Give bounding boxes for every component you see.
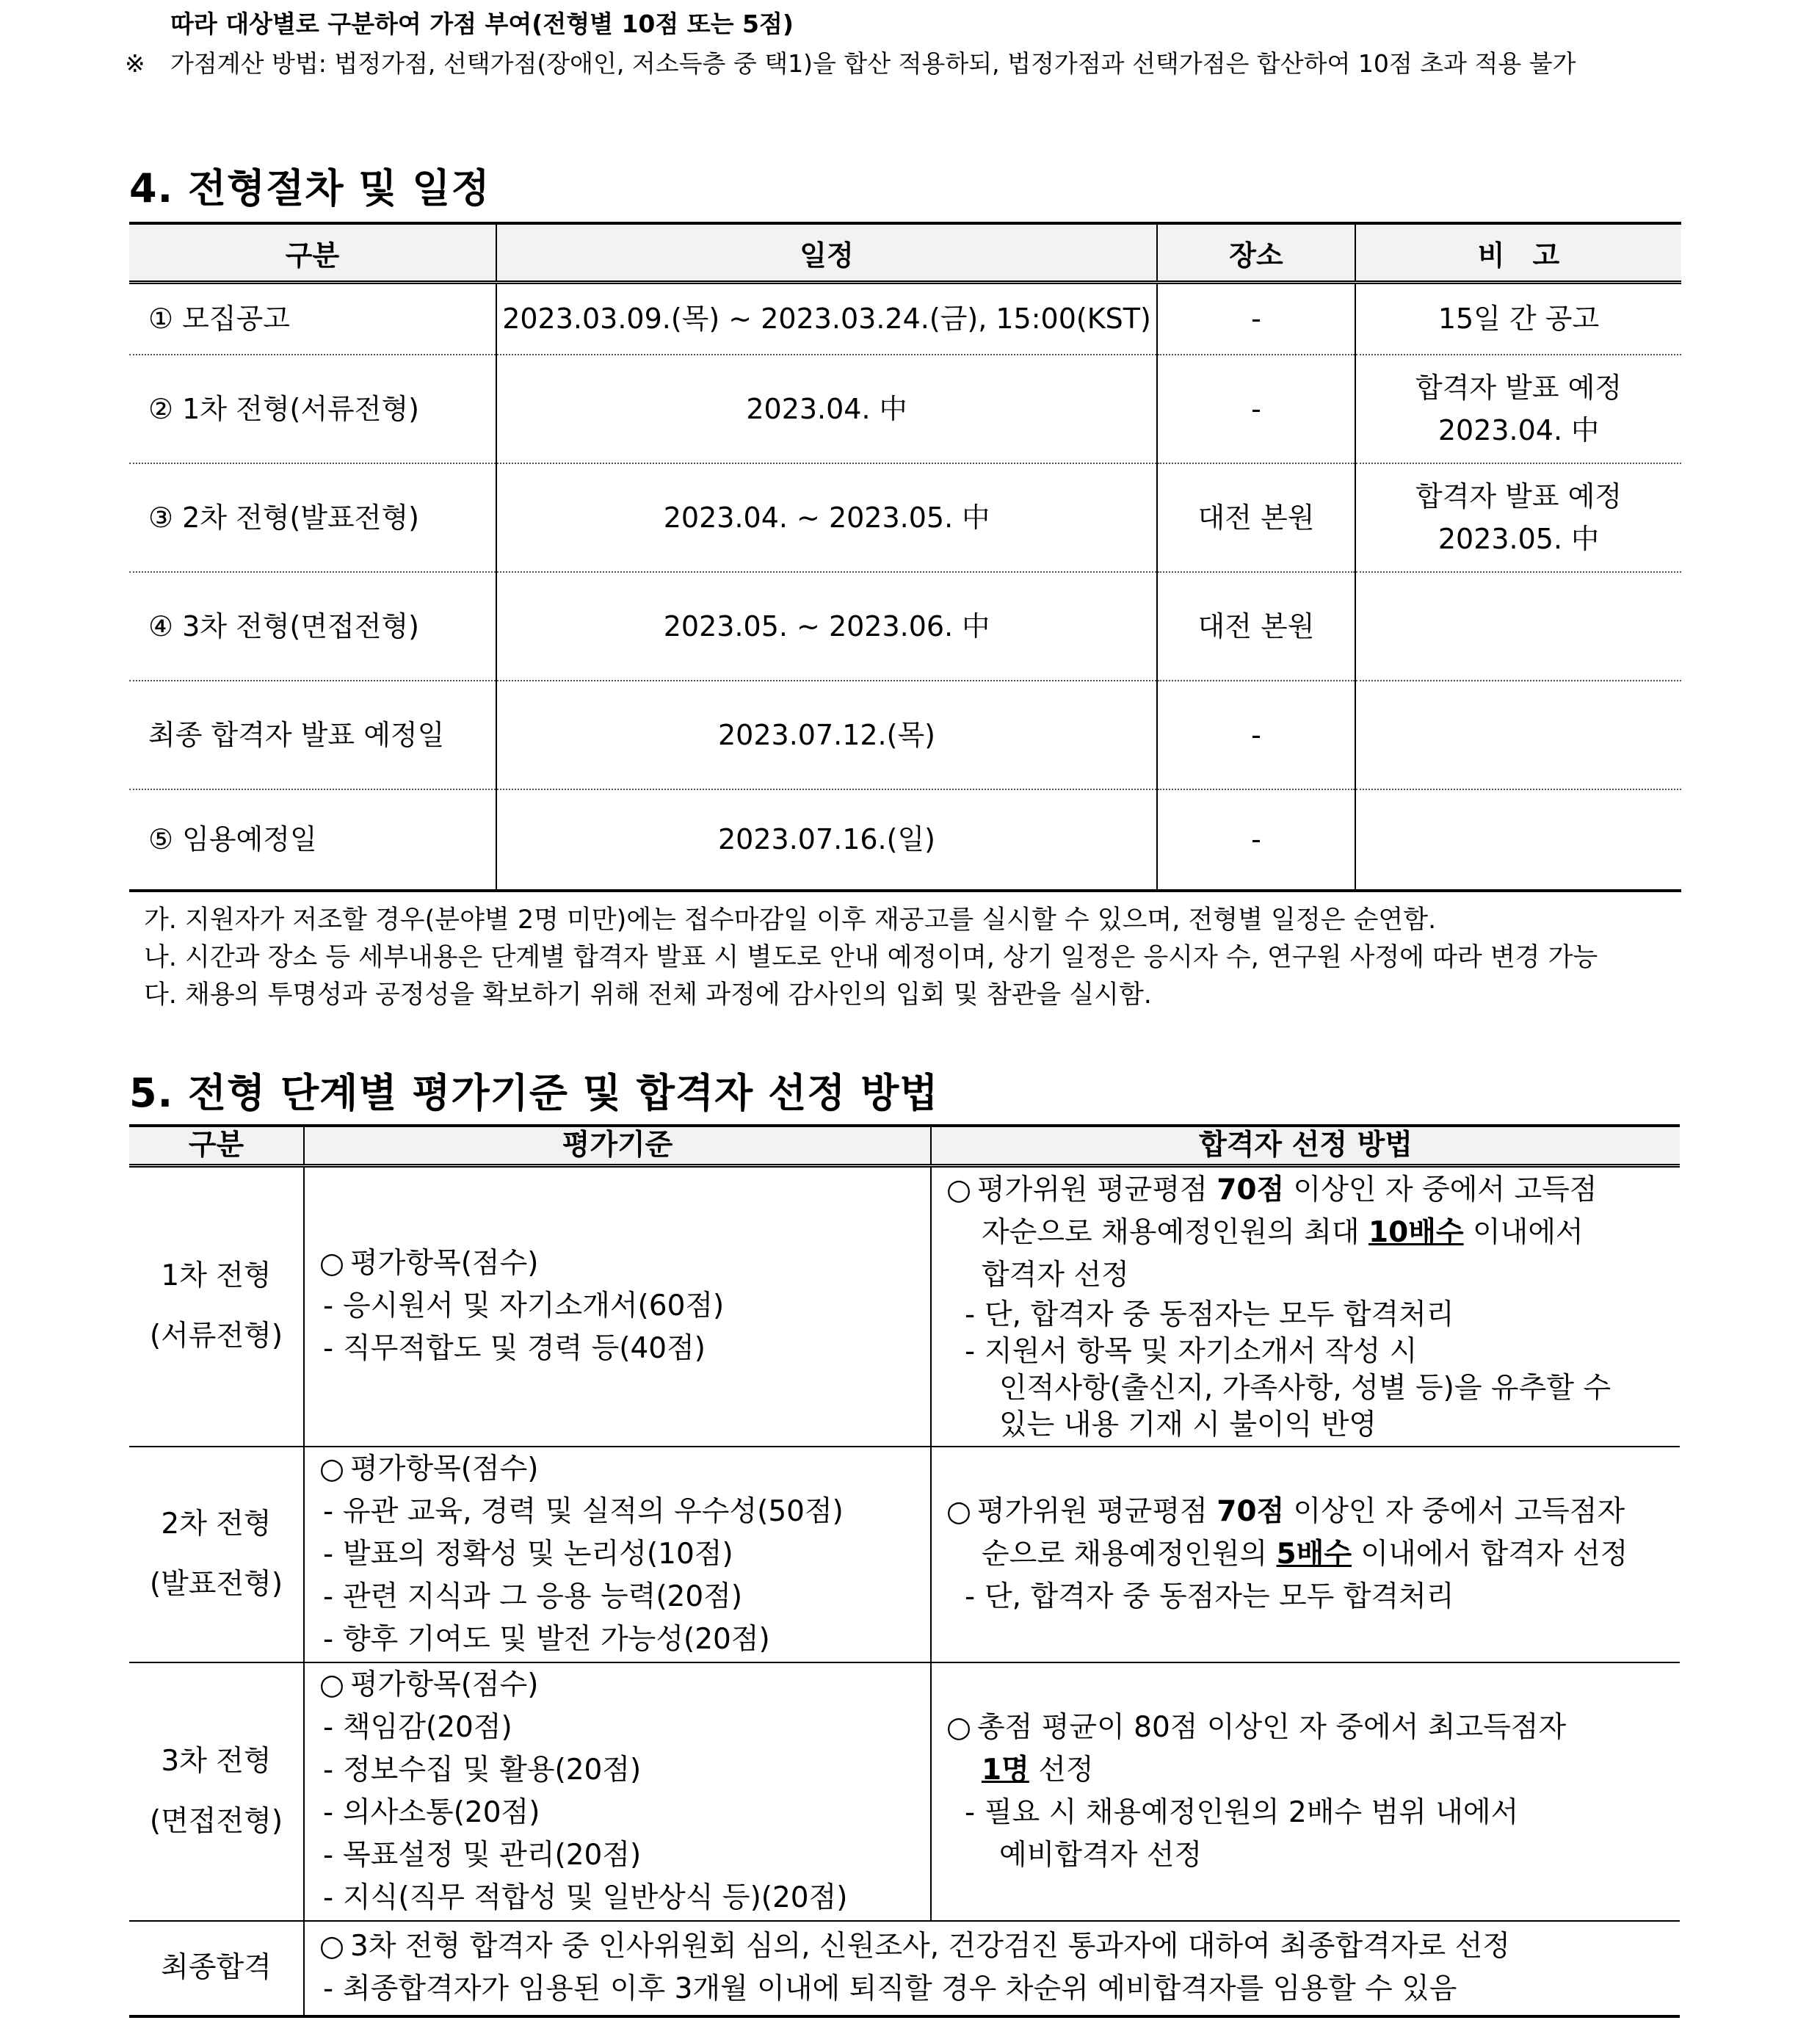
row-date: 2023.07.12.(목) <box>496 681 1157 789</box>
method-part: 순으로 채용예정인원의 <box>982 1537 1277 1571</box>
dash: - <box>322 1710 334 1744</box>
criteria-item: 유관 교육, 경력 및 실적의 우수성(50점) <box>343 1494 844 1528</box>
header-note: 비 고 <box>1355 223 1681 283</box>
criteria-item: 관련 지식과 그 응용 능력(20점) <box>343 1579 743 1613</box>
criteria-item: 목표설정 및 관리(20점) <box>343 1838 642 1872</box>
method-sub: 단, 합격자 중 동점자는 모두 합격처리 <box>985 1298 1454 1332</box>
dash: - <box>322 1881 334 1914</box>
dash: - <box>964 1579 976 1613</box>
method-sub: 예비합격자 선정 <box>999 1838 1203 1872</box>
final-line: 최종합격자가 임용된 이후 3개월 이내에 퇴직할 경우 차순위 예비합격자를 임용할 수 있음 <box>343 1972 1457 2005</box>
table-row <box>129 1662 1680 1921</box>
criteria-item: 향후 기여도 및 발전 가능성(20점) <box>343 1622 770 1656</box>
stage-category <box>129 1166 304 1447</box>
row-note <box>1355 283 1681 355</box>
stage-method <box>931 1662 1680 1921</box>
method-part: 이내에서 합격자 선정 <box>1352 1537 1628 1571</box>
dash: - <box>964 1795 976 1829</box>
method-emphasis: 1명 <box>982 1753 1029 1787</box>
method-text <box>977 1169 1597 1212</box>
row-note-line: 2023.04. 中 <box>1437 413 1600 446</box>
method-part: 이내에서 <box>1463 1216 1584 1250</box>
bullet: ○ <box>946 1710 972 1744</box>
row-place: - <box>1157 355 1355 463</box>
row-place: - <box>1157 283 1355 355</box>
header-place: 장소 <box>1157 223 1355 283</box>
bullet: ○ <box>946 1494 972 1528</box>
row-category: ② 1차 전형(서류전형) <box>129 355 496 463</box>
method-emphasis: 5배수 <box>1276 1537 1352 1571</box>
criteria-item: 응시원서 및 자기소개서(60점) <box>343 1289 725 1323</box>
header-criteria: 평가기준 <box>304 1126 931 1166</box>
method-part: 총점 평균이 80점 이상인 자 중에서 최고득점자 <box>977 1710 1567 1744</box>
intro-line: 따라 대상별로 구분하여 가점 부여(전형별 10점 또는 5점) <box>170 10 794 38</box>
table-header-row <box>129 1126 1680 1166</box>
dash: - <box>322 1579 334 1613</box>
criteria-head: 평가항목(점수) <box>350 1247 539 1281</box>
method-part: 자순으로 채용예정인원의 최대 <box>982 1216 1368 1250</box>
row-place: - <box>1157 681 1355 789</box>
final-line: 3차 전형 합격자 중 인사위원회 심의, 신원조사, 건강검진 통과자에 대하여 최종합격자로 선정 <box>350 1930 1510 1963</box>
table-row <box>129 572 1681 681</box>
stage-name: 1차 전형 <box>161 1259 272 1293</box>
row-note-line: 2023.05. 中 <box>1437 522 1600 555</box>
stage-category <box>129 1662 304 1921</box>
stage-type: (서류전형) <box>149 1320 283 1353</box>
method-sub: 있는 내용 기재 시 불이익 반영 <box>999 1408 1377 1442</box>
stage-criteria <box>304 1166 931 1447</box>
stage-name: 2차 전형 <box>161 1507 272 1541</box>
method-sub: 지원서 항목 및 자기소개서 작성 시 <box>985 1335 1418 1369</box>
table-row <box>129 463 1681 572</box>
table-row <box>129 355 1681 463</box>
method-emphasis: 70점 <box>1217 1173 1285 1207</box>
stage-method <box>931 1166 1680 1447</box>
row-note-line: 15일 간 공고 <box>1437 303 1600 336</box>
header-category: 구분 <box>129 223 496 283</box>
dash: - <box>322 1838 334 1872</box>
note-line: 다. 채용의 투명성과 공정성을 확보하기 위해 전체 과정에 감사인의 입회 및 참관을 실시함. <box>144 980 1152 1010</box>
table-row <box>129 1166 1680 1447</box>
bullet: ○ <box>319 1452 345 1485</box>
criteria-item: 발표의 정확성 및 논리성(10점) <box>343 1537 733 1571</box>
dash: - <box>322 1622 334 1656</box>
criteria-head: 평가항목(점수) <box>350 1452 539 1485</box>
row-note-line: 합격자 발표 예정 <box>1415 479 1623 513</box>
table-row <box>129 1921 1680 2016</box>
stage-category <box>129 1447 304 1662</box>
bullet: ○ <box>319 1247 345 1281</box>
criteria-item: 정보수집 및 활용(20점) <box>343 1753 642 1787</box>
criteria-item: 의사소통(20점) <box>343 1795 540 1829</box>
row-category: ③ 2차 전형(발표전형) <box>129 463 496 572</box>
criteria-item: 지식(직무 적합성 및 일반상식 등)(20점) <box>343 1881 848 1914</box>
note-mark: ※ <box>125 49 145 78</box>
table-row <box>129 1447 1680 1662</box>
note-line: 가. 지원자가 저조할 경우(분야별 2명 미만)에는 접수마감일 이후 재공고를 실시할 수 있으며, 전형별 일정은 순연함. <box>144 905 1437 935</box>
bullet: ○ <box>319 1668 345 1701</box>
header-category: 구분 <box>129 1126 304 1166</box>
stage-criteria <box>304 1662 931 1921</box>
dash: - <box>322 1289 334 1323</box>
intro-note <box>125 44 1703 84</box>
stage-criteria <box>304 1447 931 1662</box>
criteria-item: 직무적합도 및 경력 등(40점) <box>343 1332 706 1366</box>
bullet: ○ <box>319 1930 345 1963</box>
stage-name: 3차 전형 <box>161 1744 272 1778</box>
method-emphasis: 10배수 <box>1368 1216 1464 1250</box>
row-date: 2023.03.09.(목) ~ 2023.03.24.(금), 15:00(KST) <box>496 283 1157 355</box>
row-note <box>1355 681 1681 789</box>
table-row <box>129 283 1681 355</box>
row-category: ① 모집공고 <box>129 283 496 355</box>
dash: - <box>322 1972 334 2005</box>
row-category: ⑤ 임용예정일 <box>129 789 496 891</box>
dash: - <box>322 1332 334 1366</box>
dash: - <box>322 1753 334 1787</box>
note-text: 가점계산 방법: 법정가점, 선택가점(장애인, 저소득층 중 택1)을 합산 적용하되, 법정가점과 선택가점은 합산하여 10점 초과 적용 불가 <box>170 49 1576 78</box>
dash: - <box>322 1537 334 1571</box>
note-line: 나. 시간과 장소 등 세부내용은 단계별 합격자 발표 시 별도로 안내 예정이며, 상기 일정은 응시자 수, 연구원 사정에 따라 변경 가능 <box>144 943 1598 972</box>
method-sub: 인적사항(출신지, 가족사항, 성별 등)을 유추할 수 <box>999 1372 1611 1405</box>
row-date: 2023.05. ~ 2023.06. 中 <box>496 572 1157 681</box>
row-date: 2023.04. ~ 2023.05. 中 <box>496 463 1157 572</box>
header-date: 일정 <box>496 223 1157 283</box>
row-place: 대전 본원 <box>1157 463 1355 572</box>
row-note-line: 합격자 발표 예정 <box>1415 371 1623 404</box>
stage-type: (발표전형) <box>149 1567 283 1601</box>
section4-title: 4. 전형절차 및 일정 <box>129 165 490 211</box>
criteria-item: 책임감(20점) <box>343 1710 512 1744</box>
stage-type: (면접전형) <box>149 1804 283 1838</box>
dash: - <box>964 1298 976 1332</box>
row-place: 대전 본원 <box>1157 572 1355 681</box>
table-header-row <box>129 223 1681 283</box>
dash: - <box>322 1494 334 1528</box>
method-text <box>977 1491 1625 1533</box>
intro-block <box>125 4 1703 84</box>
row-note <box>1355 463 1681 572</box>
header-method: 합격자 선정 방법 <box>931 1126 1680 1166</box>
method-part: 평가위원 평균평점 <box>977 1173 1217 1207</box>
dash: - <box>964 1335 976 1369</box>
method-part: 합격자 선정 <box>982 1259 1129 1292</box>
row-date: 2023.04. 中 <box>496 355 1157 463</box>
method-part: 선정 <box>1029 1753 1094 1787</box>
stage-category: 최종합격 <box>129 1921 304 2016</box>
method-sub: 필요 시 채용예정인원의 2배수 범위 내에서 <box>985 1795 1519 1829</box>
criteria-head: 평가항목(점수) <box>350 1668 539 1701</box>
row-place: - <box>1157 789 1355 891</box>
evaluation-table <box>129 1124 1680 2018</box>
bullet: ○ <box>946 1173 972 1207</box>
row-note <box>1355 355 1681 463</box>
method-part: 이상인 자 중에서 고득점 <box>1284 1173 1598 1207</box>
method-part: 평가위원 평균평점 <box>977 1494 1217 1528</box>
final-method <box>304 1921 1680 2016</box>
schedule-table <box>129 222 1681 892</box>
row-note <box>1355 572 1681 681</box>
section5-title: 5. 전형 단계별 평가기준 및 합격자 선정 방법 <box>129 1070 939 1116</box>
stage-method <box>931 1447 1680 1662</box>
method-part: 이상인 자 중에서 고득점자 <box>1284 1494 1625 1528</box>
table-row <box>129 681 1681 789</box>
method-sub: 단, 합격자 중 동점자는 모두 합격처리 <box>985 1579 1454 1613</box>
dash: - <box>322 1795 334 1829</box>
row-category: ④ 3차 전형(면접전형) <box>129 572 496 681</box>
row-note <box>1355 789 1681 891</box>
row-category: 최종 합격자 발표 예정일 <box>129 681 496 789</box>
method-emphasis: 70점 <box>1217 1494 1285 1528</box>
table-row <box>129 789 1681 891</box>
schedule-notes <box>144 902 1693 1014</box>
row-date: 2023.07.16.(일) <box>496 789 1157 891</box>
